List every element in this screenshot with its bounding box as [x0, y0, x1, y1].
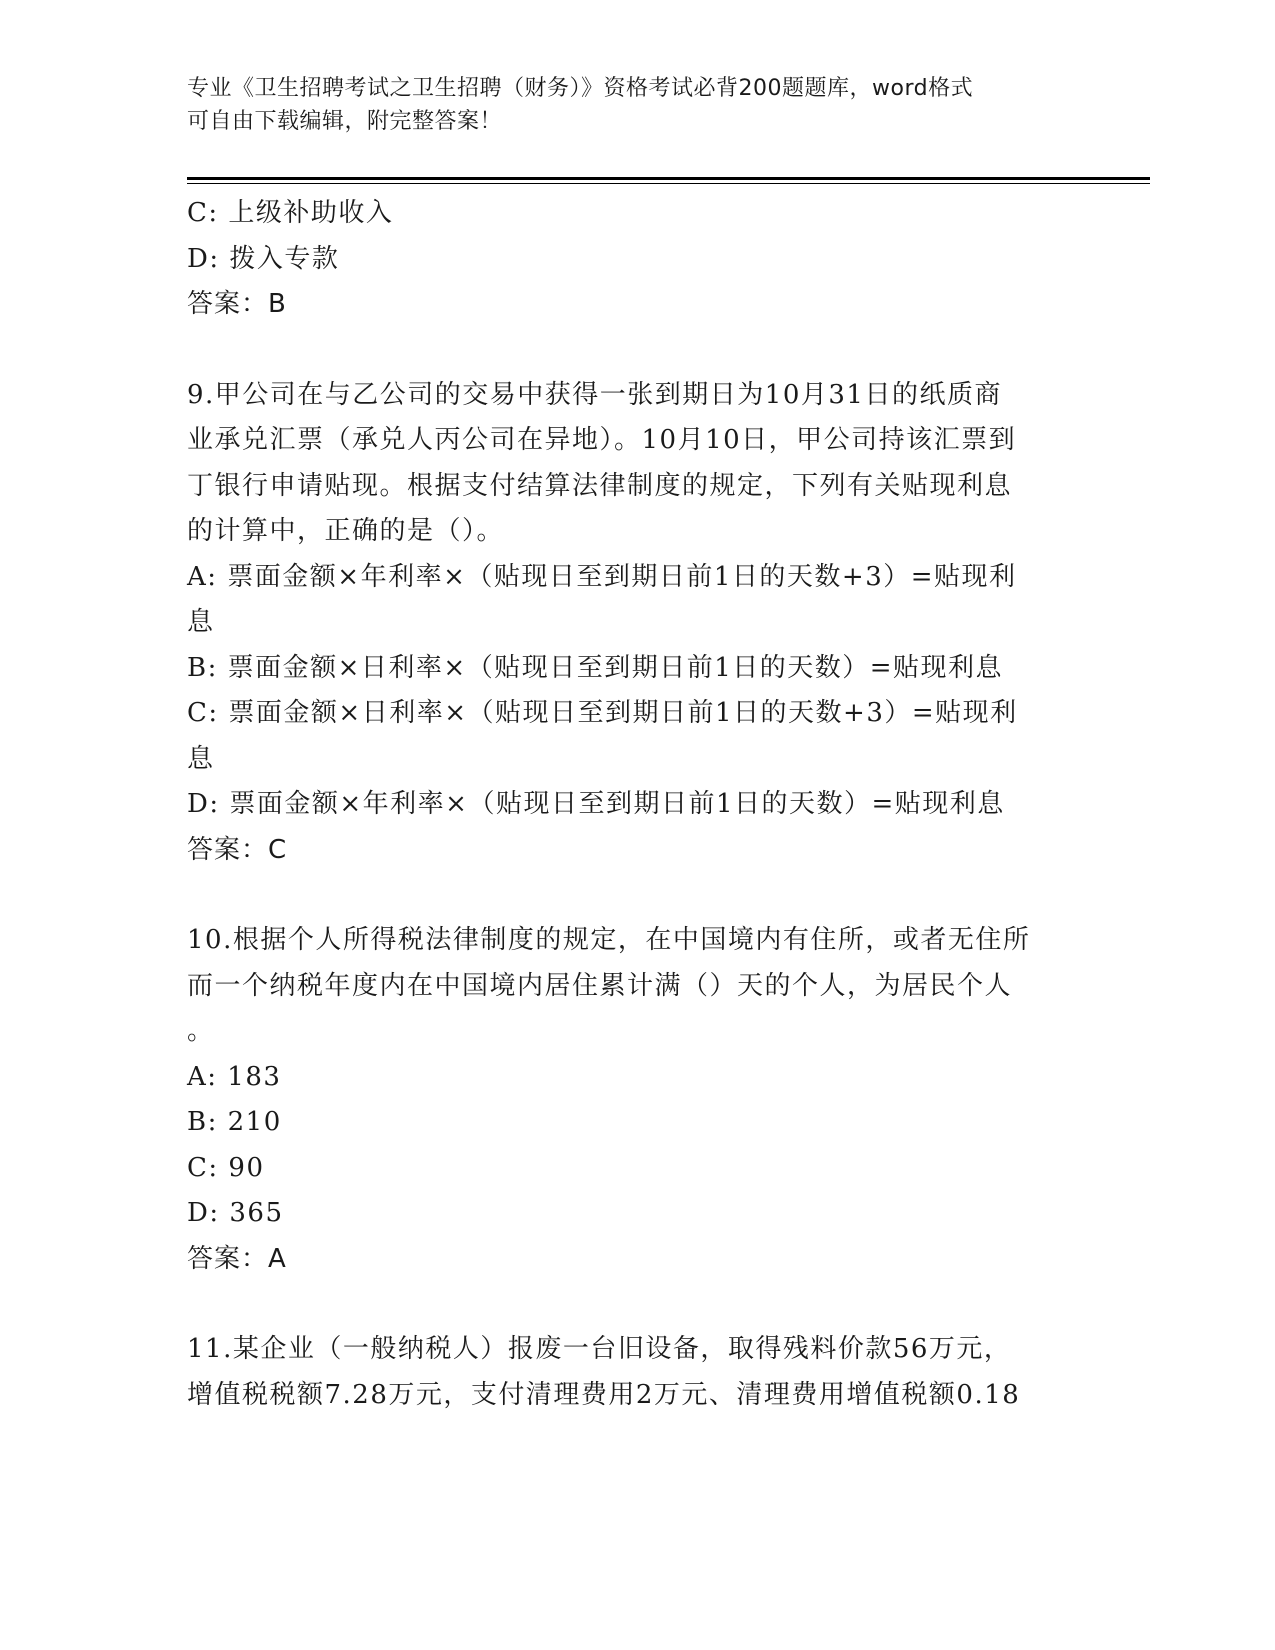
header-divider-thick [187, 177, 1150, 180]
answer-line: 答案：B [187, 289, 287, 319]
option-d: D: 365 [187, 1198, 284, 1228]
question-text-line: 丁银行申请贴现。根据支付结算法律制度的规定，下列有关贴现利息 [187, 470, 1013, 501]
option-d: D: 拨入专款 [187, 243, 340, 274]
header-line-1: 专业《卫生招聘考试之卫生招聘（财务）》资格考试必背200题题库，word格式 [187, 76, 974, 101]
option-c: C: 90 [187, 1152, 265, 1183]
option-c-continued: 息 [187, 743, 215, 774]
question-11 [187, 1327, 1087, 1418]
document-header [187, 72, 1087, 138]
option-a: A: 票面金额×年利率×（贴现日至到期日前1日的天数+3）=贴现利 [187, 561, 1017, 592]
option-a: A: 183 [187, 1061, 282, 1092]
option-c: C: 票面金额×日利率×（贴现日至到期日前1日的天数+3）=贴现利 [187, 698, 1018, 728]
question-text-line: 9.甲公司在与乙公司的交易中获得一张到期日为10月31日的纸质商 [187, 379, 1002, 410]
answer-line: 答案：A [187, 1243, 287, 1274]
option-a-continued: 息 [187, 607, 215, 637]
document-body [187, 191, 1087, 1418]
spacer [187, 873, 1087, 918]
spacer [187, 1282, 1087, 1327]
question-text-line: 增值税税额7.28万元，支付清理费用2万元、清理费用增值税额0.18 [187, 1379, 1021, 1410]
question-text-line: 10.根据个人所得税法律制度的规定，在中国境内有住所，或者无住所 [187, 925, 1031, 955]
option-d: D: 票面金额×年利率×（贴现日至到期日前1日的天数）=贴现利息 [187, 789, 1005, 819]
question-text-line: 11.某企业（一般纳税人）报废一台旧设备，取得残料价款56万元， [187, 1334, 1012, 1364]
spacer [187, 328, 1087, 373]
option-b: B: 210 [187, 1107, 282, 1137]
question-text-line: 业承兑汇票（承兑人丙公司在异地）。10月10日，甲公司持该汇票到 [187, 425, 1017, 455]
question-text-line: 而一个纳税年度内在中国境内居住累计满（）天的个人，为居民个人 [187, 970, 1013, 1001]
question-10 [187, 918, 1087, 1282]
question-text-line: 。 [187, 1016, 215, 1046]
question-text-line: 的计算中，正确的是（）。 [187, 516, 505, 546]
question-9 [187, 373, 1087, 874]
question-8-tail [187, 191, 1087, 328]
header-divider-thin [187, 183, 1150, 184]
option-c: C: 上级补助收入 [187, 198, 394, 228]
answer-line: 答案：C [187, 834, 288, 865]
option-b: B: 票面金额×日利率×（贴现日至到期日前1日的天数）=贴现利息 [187, 652, 1004, 683]
header-line-2: 可自由下载编辑，附完整答案！ [187, 109, 503, 134]
